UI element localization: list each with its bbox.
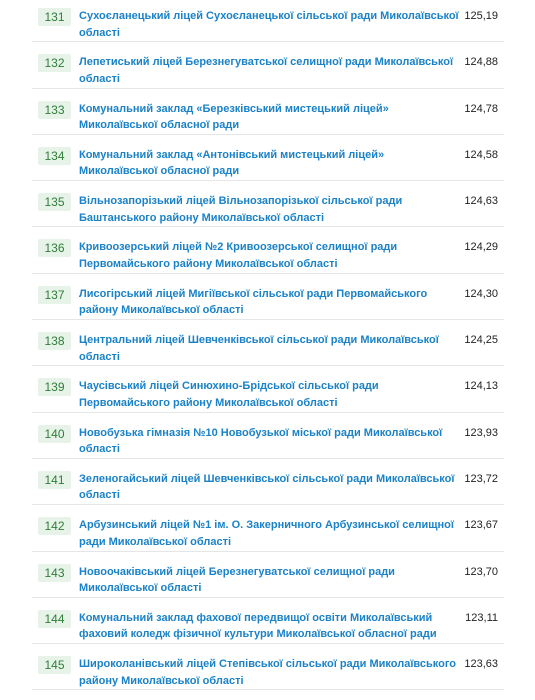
list-item [32, 181, 504, 227]
rank-badge: 145 [38, 656, 71, 674]
school-link[interactable]: Новоочаківський ліцей Березнегуватської селищної ради Миколаївської області [79, 565, 395, 595]
school-link[interactable]: Сухоєланецький ліцей Сухоєланецької сільської ради Миколаївської області [79, 10, 459, 39]
list-item [32, 89, 504, 135]
school-link[interactable]: Комунальний заклад «Антонівський мистецький ліцей» Миколаївської обласної ради [79, 148, 385, 178]
rank-badge: 133 [38, 101, 71, 119]
school-link[interactable]: Чаусівський ліцей Синюхино-Брідської сільської ради Первомайського району Миколаївської області [79, 380, 379, 409]
list-item [32, 42, 504, 88]
score-value: 124,30 [464, 287, 498, 300]
rank-badge: 141 [38, 471, 71, 489]
score-value: 123,70 [464, 565, 498, 578]
score-value: 124,25 [464, 334, 498, 347]
list-item [32, 274, 504, 320]
score-value: 124,78 [464, 102, 498, 115]
rank-badge: 131 [38, 8, 71, 26]
rank-badge: 132 [38, 54, 71, 72]
list-item [32, 598, 504, 644]
school-link[interactable]: Зеленогайський ліцей Шевченківської сільської ради Миколаївської області [79, 472, 455, 502]
school-link[interactable]: Комунальний заклад фахової передвищої освіти Миколаївський фаховий коледж фізичної культури Миколаївської обласної ради [79, 611, 437, 641]
school-link[interactable]: Широколанівський ліцей Степівської сільської ради Миколаївського району Миколаївської області [79, 658, 457, 687]
score-value: 124,29 [464, 241, 498, 254]
school-link[interactable]: Комунальний заклад «Березківський мистецький ліцей» Миколаївської обласної ради [79, 102, 389, 132]
rank-badge: 134 [38, 147, 71, 165]
school-link[interactable]: Вільнозапорізький ліцей Вільнозапорізької сільської ради Баштанського району Миколаївської області [79, 195, 403, 224]
ranking-list [32, 0, 504, 690]
school-link[interactable]: Лепетиський ліцей Березнегуватської селищної ради Миколаївської області [79, 56, 454, 85]
list-item [32, 227, 504, 273]
score-value: 124,58 [464, 148, 498, 161]
rank-badge: 140 [38, 425, 71, 443]
rank-badge: 136 [38, 239, 71, 257]
score-value: 124,13 [464, 380, 498, 393]
rank-badge: 137 [38, 286, 71, 304]
score-value: 124,88 [464, 56, 498, 69]
score-value: 123,67 [464, 519, 498, 532]
rank-badge: 135 [38, 193, 71, 211]
list-item [32, 644, 504, 690]
score-value: 123,11 [465, 611, 498, 624]
list-item [32, 135, 504, 181]
score-value: 123,72 [464, 472, 498, 485]
list-item [32, 366, 504, 412]
rank-badge: 144 [38, 610, 71, 628]
score-value: 124,63 [464, 195, 498, 208]
school-link[interactable]: Лисогірський ліцей Мигіївської сільської ради Первомайського району Миколаївської області [79, 287, 428, 317]
rank-badge: 138 [38, 332, 71, 350]
score-value: 123,63 [464, 658, 498, 671]
list-item [32, 459, 504, 505]
school-link[interactable]: Новобузька гімназія №10 Новобузької міської ради Миколаївської області [79, 426, 443, 456]
list-item [32, 0, 504, 42]
school-link[interactable]: Центральний ліцей Шевченківської сільської ради Миколаївської області [79, 334, 439, 363]
school-link[interactable]: Кривоозерський ліцей №2 Кривоозерської селищної ради Первомайського району Миколаївської області [79, 241, 398, 270]
rank-badge: 143 [38, 564, 71, 582]
list-item [32, 552, 504, 598]
score-value: 125,19 [464, 10, 498, 22]
rank-badge: 139 [38, 378, 71, 396]
list-item [32, 320, 504, 366]
rank-badge: 142 [38, 517, 71, 535]
list-item [32, 505, 504, 551]
score-value: 123,93 [464, 426, 498, 439]
school-link[interactable]: Арбузинський ліцей №1 ім. О. Закерничного Арбузинської селищної ради Миколаївської області [79, 519, 454, 548]
list-item [32, 413, 504, 459]
